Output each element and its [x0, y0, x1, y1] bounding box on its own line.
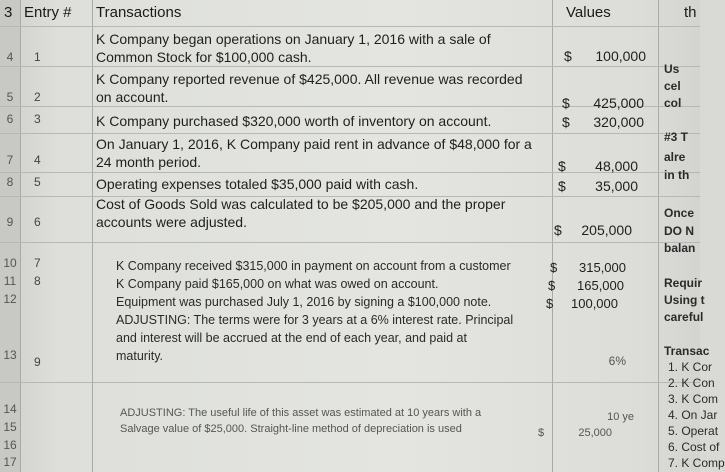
- row-number[interactable]: 7: [6, 153, 14, 167]
- value-cell[interactable]: 10 ye: [607, 411, 634, 423]
- instruction-text: 3. K Com: [668, 392, 719, 406]
- entry-number[interactable]: 9: [34, 355, 41, 369]
- instruction-text: Requir: [664, 276, 703, 290]
- row-number[interactable]: 14: [3, 402, 17, 416]
- dollar-sign: $: [550, 260, 558, 275]
- transaction-cell[interactable]: On January 1, 2016, K Company paid rent in advance of $48,000 for a: [96, 136, 532, 152]
- row-number[interactable]: 4: [6, 50, 14, 64]
- gridline: [0, 382, 700, 383]
- transaction-cell[interactable]: K Company paid $165,000 on what was owed on account.: [116, 277, 439, 291]
- transactions-column-header[interactable]: Transactions: [96, 4, 182, 21]
- transaction-cell[interactable]: maturity.: [116, 349, 163, 363]
- dollar-sign: $: [558, 158, 566, 174]
- row-number[interactable]: 6: [6, 112, 14, 126]
- side-column-header: th: [684, 4, 697, 21]
- transaction-cell[interactable]: on account.: [96, 89, 169, 105]
- value-cell[interactable]: 425,000: [593, 95, 644, 111]
- instruction-text: col: [664, 96, 682, 110]
- gridline: [20, 0, 21, 472]
- entry-number[interactable]: 3: [34, 112, 41, 126]
- value-cell[interactable]: 35,000: [595, 178, 638, 194]
- instruction-text: 5. Operat: [668, 424, 719, 438]
- gridline: [0, 26, 700, 27]
- transaction-cell[interactable]: ADJUSTING: The terms were for 3 years at a 6% interest rate. Principal: [116, 313, 514, 327]
- transaction-cell[interactable]: Salvage value of $25,000. Straight-line method of depreciation is used: [120, 423, 462, 435]
- row-number[interactable]: 9: [6, 215, 14, 229]
- transaction-cell[interactable]: ADJUSTING: The useful life of this asset was estimated at 10 years with a: [120, 407, 482, 419]
- transaction-cell[interactable]: K Company began operations on January 1, 2016 with a sale of: [96, 31, 491, 47]
- dollar-sign: $: [554, 222, 562, 238]
- value-cell[interactable]: 100,000: [571, 296, 618, 311]
- row-number[interactable]: 13: [3, 348, 17, 362]
- transaction-cell[interactable]: K Company purchased $320,000 worth of inventory on account.: [96, 113, 492, 129]
- value-cell[interactable]: 315,000: [579, 260, 626, 275]
- row-number[interactable]: 5: [6, 90, 14, 104]
- transaction-cell[interactable]: and interest will be accrued at the end of each year, and paid at: [116, 331, 467, 345]
- gridline: [92, 0, 93, 472]
- transaction-cell[interactable]: Equipment was purchased July 1, 2016 by signing a $100,000 note.: [116, 295, 492, 309]
- gridline: [658, 0, 659, 472]
- gridline: [0, 242, 700, 243]
- transaction-cell[interactable]: K Company received $315,000 in payment on account from a customer: [116, 259, 511, 273]
- instruction-text: 4. On Jar: [668, 408, 718, 422]
- value-cell[interactable]: 25,000: [578, 427, 612, 439]
- entry-column-header[interactable]: Entry #: [24, 4, 72, 21]
- dollar-sign: $: [538, 427, 545, 439]
- row-number-header: 3: [4, 4, 13, 21]
- row-number[interactable]: 16: [3, 438, 17, 452]
- entry-number[interactable]: 8: [34, 274, 41, 288]
- row-number[interactable]: 12: [3, 292, 17, 306]
- dollar-sign: $: [562, 95, 570, 111]
- instruction-text: balan: [664, 241, 696, 255]
- transaction-cell[interactable]: K Company reported revenue of $425,000. All revenue was recorded: [96, 71, 523, 87]
- entry-number[interactable]: 5: [34, 175, 41, 189]
- value-cell[interactable]: 205,000: [581, 222, 632, 238]
- instruction-text: Transac: [664, 344, 710, 358]
- transaction-cell[interactable]: Cost of Goods Sold was calculated to be $205,000 and the proper: [96, 196, 506, 212]
- instruction-text: alre: [664, 150, 686, 164]
- dollar-sign: $: [558, 178, 566, 194]
- gridline: [0, 66, 700, 67]
- instruction-text: #3 T: [664, 130, 689, 144]
- dollar-sign: $: [548, 278, 556, 293]
- transaction-cell[interactable]: 24 month period.: [96, 154, 202, 170]
- instruction-text: Once: [664, 206, 695, 220]
- row-number[interactable]: 10: [3, 256, 17, 270]
- value-cell[interactable]: 165,000: [577, 278, 624, 293]
- instruction-text: cel: [664, 79, 681, 93]
- value-cell[interactable]: 6%: [608, 354, 626, 368]
- instruction-text: careful: [664, 310, 704, 324]
- value-cell[interactable]: 320,000: [593, 114, 644, 130]
- entry-number[interactable]: 7: [34, 256, 41, 270]
- instruction-text: 7. K Comp: [668, 456, 725, 470]
- entry-number[interactable]: 6: [34, 215, 41, 229]
- dollar-sign: $: [562, 114, 570, 130]
- entry-number[interactable]: 2: [34, 90, 41, 104]
- value-cell[interactable]: 48,000: [595, 158, 638, 174]
- instruction-text: Us: [664, 62, 680, 76]
- gridline: [0, 133, 700, 134]
- row-number[interactable]: 8: [6, 175, 14, 189]
- dollar-sign: $: [546, 296, 554, 311]
- instruction-text: 6. Cost of: [668, 440, 720, 454]
- entry-number[interactable]: 4: [34, 153, 41, 167]
- transaction-cell[interactable]: Operating expenses totaled $35,000 paid with cash.: [96, 176, 419, 192]
- instruction-text: 1. K Cor: [668, 360, 713, 374]
- row-number[interactable]: 17: [3, 455, 17, 469]
- value-cell[interactable]: 100,000: [595, 48, 646, 64]
- entry-number[interactable]: 1: [34, 50, 41, 64]
- instruction-text: 2. K Con: [668, 376, 715, 390]
- dollar-sign: $: [564, 48, 572, 64]
- instruction-text: Using t: [664, 293, 705, 307]
- row-number[interactable]: 11: [3, 274, 17, 288]
- values-column-header[interactable]: Values: [566, 4, 611, 21]
- instruction-text: in th: [664, 168, 690, 182]
- transaction-cell[interactable]: Common Stock for $100,000 cash.: [96, 49, 312, 65]
- instruction-text: DO N: [664, 224, 694, 238]
- transaction-cell[interactable]: accounts were adjusted.: [96, 214, 247, 230]
- row-number[interactable]: 15: [3, 420, 17, 434]
